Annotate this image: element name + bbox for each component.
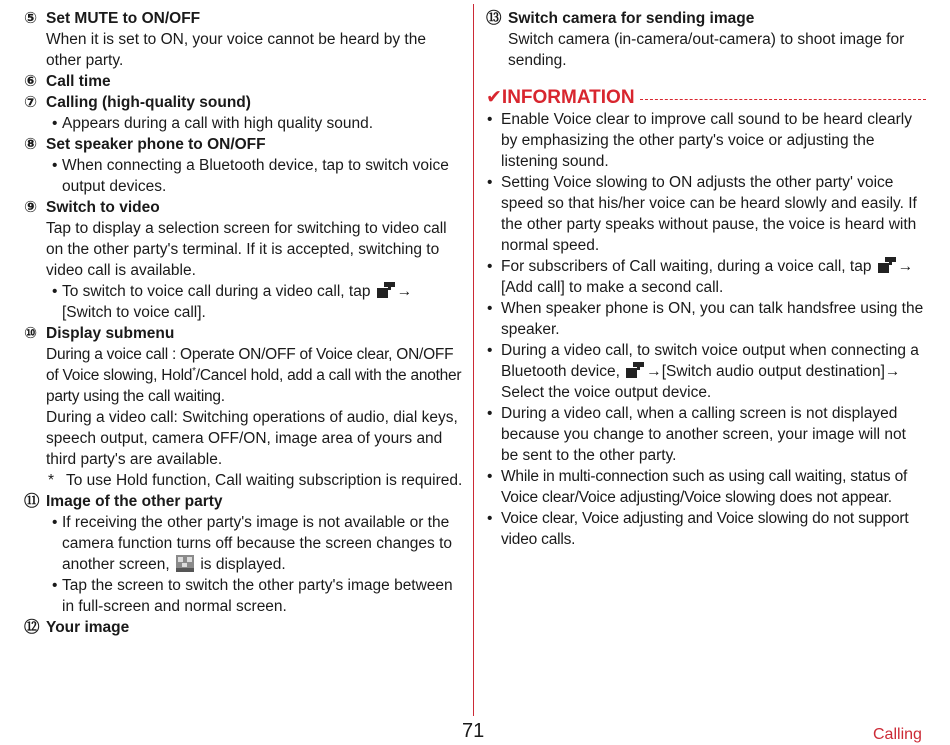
item-description: When it is set to ON, your voice cannot be heard by the other party. <box>46 31 426 69</box>
item-number: ⑩ <box>24 325 38 342</box>
item-number: ⑧ <box>24 136 38 153</box>
item-description: Tap to display a selection screen for switching to video call on the other party's terminal. If it is accepted, switching to video call is available. <box>46 220 447 279</box>
bullet-text: • When connecting a Bluetooth device, tap to switch voice output devices. <box>24 155 464 197</box>
bullet-text-part: If receiving the other party's image is not available or the camera function turns off because the screen changes to another screen, <box>62 514 453 573</box>
menu-icon <box>626 362 644 378</box>
info-bullet: • Setting Voice slowing to ON adjusts the other party' voice speed so that his/her voice can be heard slowly and easily. If the other party speaks without pause, the voice is heard with normal speed. <box>486 172 926 256</box>
page-number: 71 <box>462 720 485 742</box>
menu-icon <box>878 257 896 273</box>
info-bullet <box>486 340 926 403</box>
footnote-text: To use Hold function, Call waiting subscription is required. <box>66 472 463 489</box>
item-description: During a video call: Switching operations of audio, dial keys, speech output, camera OFF/ON, image area of yours and third party's are available. <box>46 409 458 468</box>
bullet-text-part: is displayed. <box>200 556 286 573</box>
item-number: ⑥ <box>24 73 38 90</box>
column-divider <box>473 4 474 716</box>
item-title: Switch to video <box>46 199 160 216</box>
bullet-text <box>24 512 464 575</box>
info-bullet: • When speaker phone is ON, you can talk handsfree using the speaker. <box>486 298 926 340</box>
item-switch-camera <box>486 8 926 71</box>
item-number: ⑨ <box>24 199 38 216</box>
item-title: Call time <box>46 73 111 90</box>
footnote-mark: * <box>192 365 196 377</box>
section-label: Calling <box>873 726 922 743</box>
item-title: Switch camera for sending image <box>508 10 755 27</box>
item-title: Calling (high-quality sound) <box>46 94 251 111</box>
menu-icon <box>377 282 395 298</box>
item-speaker <box>24 134 464 197</box>
desc-part: During a voice call : Operate ON/OFF of Voice clear, ON/OFF of Voice slowing, Hold <box>46 346 454 384</box>
info-bullet <box>486 256 926 298</box>
arrow-glyph: → <box>884 363 901 380</box>
item-number: ⑤ <box>24 10 38 27</box>
footnote <box>24 470 464 491</box>
item-number: ⑫ <box>24 619 40 636</box>
bullet-text: • Appears during a call with high quality sound. <box>24 113 464 134</box>
information-heading <box>486 87 926 108</box>
item-title: Set MUTE to ON/OFF <box>46 10 201 27</box>
item-switch-video <box>24 197 464 323</box>
item-hq-sound <box>24 92 464 134</box>
bullet-text-part: [Switch to voice call]. <box>62 304 206 321</box>
bullet-text-part: During a video call, to switch voice output when connecting a Bluetooth device, <box>501 342 919 380</box>
item-other-party-image <box>24 491 464 617</box>
item-mute <box>24 8 464 71</box>
item-call-time <box>24 71 464 92</box>
item-title: Display submenu <box>46 325 175 342</box>
item-title: Image of the other party <box>46 493 223 510</box>
info-bullet: • While in multi-connection such as using call waiting, status of Voice clear/Voice adjusting/Voice slowing does not appear. <box>486 466 926 508</box>
arrow-glyph: → <box>897 258 914 275</box>
item-title: Set speaker phone to ON/OFF <box>46 136 266 153</box>
item-number: ⑬ <box>486 10 502 27</box>
item-description: Switch camera (in-camera/out-camera) to shoot image for sending. <box>508 31 905 69</box>
desc-part: /Cancel hold, add a call with the another party using the call waiting. <box>46 367 462 405</box>
item-your-image <box>24 617 464 638</box>
bullet-text <box>24 281 464 323</box>
bullet-text-part: [Switch audio output destination] <box>661 363 885 380</box>
arrow-glyph: → <box>646 363 662 380</box>
item-number: ⑦ <box>24 94 38 111</box>
item-title: Your image <box>46 619 130 636</box>
info-bullet: • During a video call, when a calling screen is not displayed because you change to another screen, your image will not be sent to the other party. <box>486 403 926 466</box>
arrow-glyph: → <box>396 283 413 300</box>
bullet-text: • Tap the screen to switch the other party's image between in full-screen and normal screen. <box>24 575 464 617</box>
information-title: ✔INFORMATION <box>486 87 635 108</box>
footnote-mark: * <box>48 472 55 489</box>
bullet-text-part: Select the voice output device. <box>501 384 712 401</box>
item-number: ⑪ <box>24 493 40 510</box>
right-column <box>486 8 926 550</box>
info-bullet: • Enable Voice clear to improve call sound to be heard clearly by emphasizing the other party's voice or adjusting the listening sound. <box>486 109 926 172</box>
image-unavailable-icon <box>176 555 194 572</box>
info-bullet: • Voice clear, Voice adjusting and Voice slowing do not support video calls. <box>486 508 926 550</box>
bullet-text-part: To switch to voice call during a video call, tap <box>62 283 371 300</box>
left-column <box>24 8 464 638</box>
item-description <box>24 344 464 407</box>
item-submenu <box>24 323 464 491</box>
bullet-text-part: For subscribers of Call waiting, during a voice call, tap <box>501 258 872 275</box>
dashed-rule <box>640 99 926 100</box>
bullet-text-part: [Add call] to make a second call. <box>501 279 724 296</box>
